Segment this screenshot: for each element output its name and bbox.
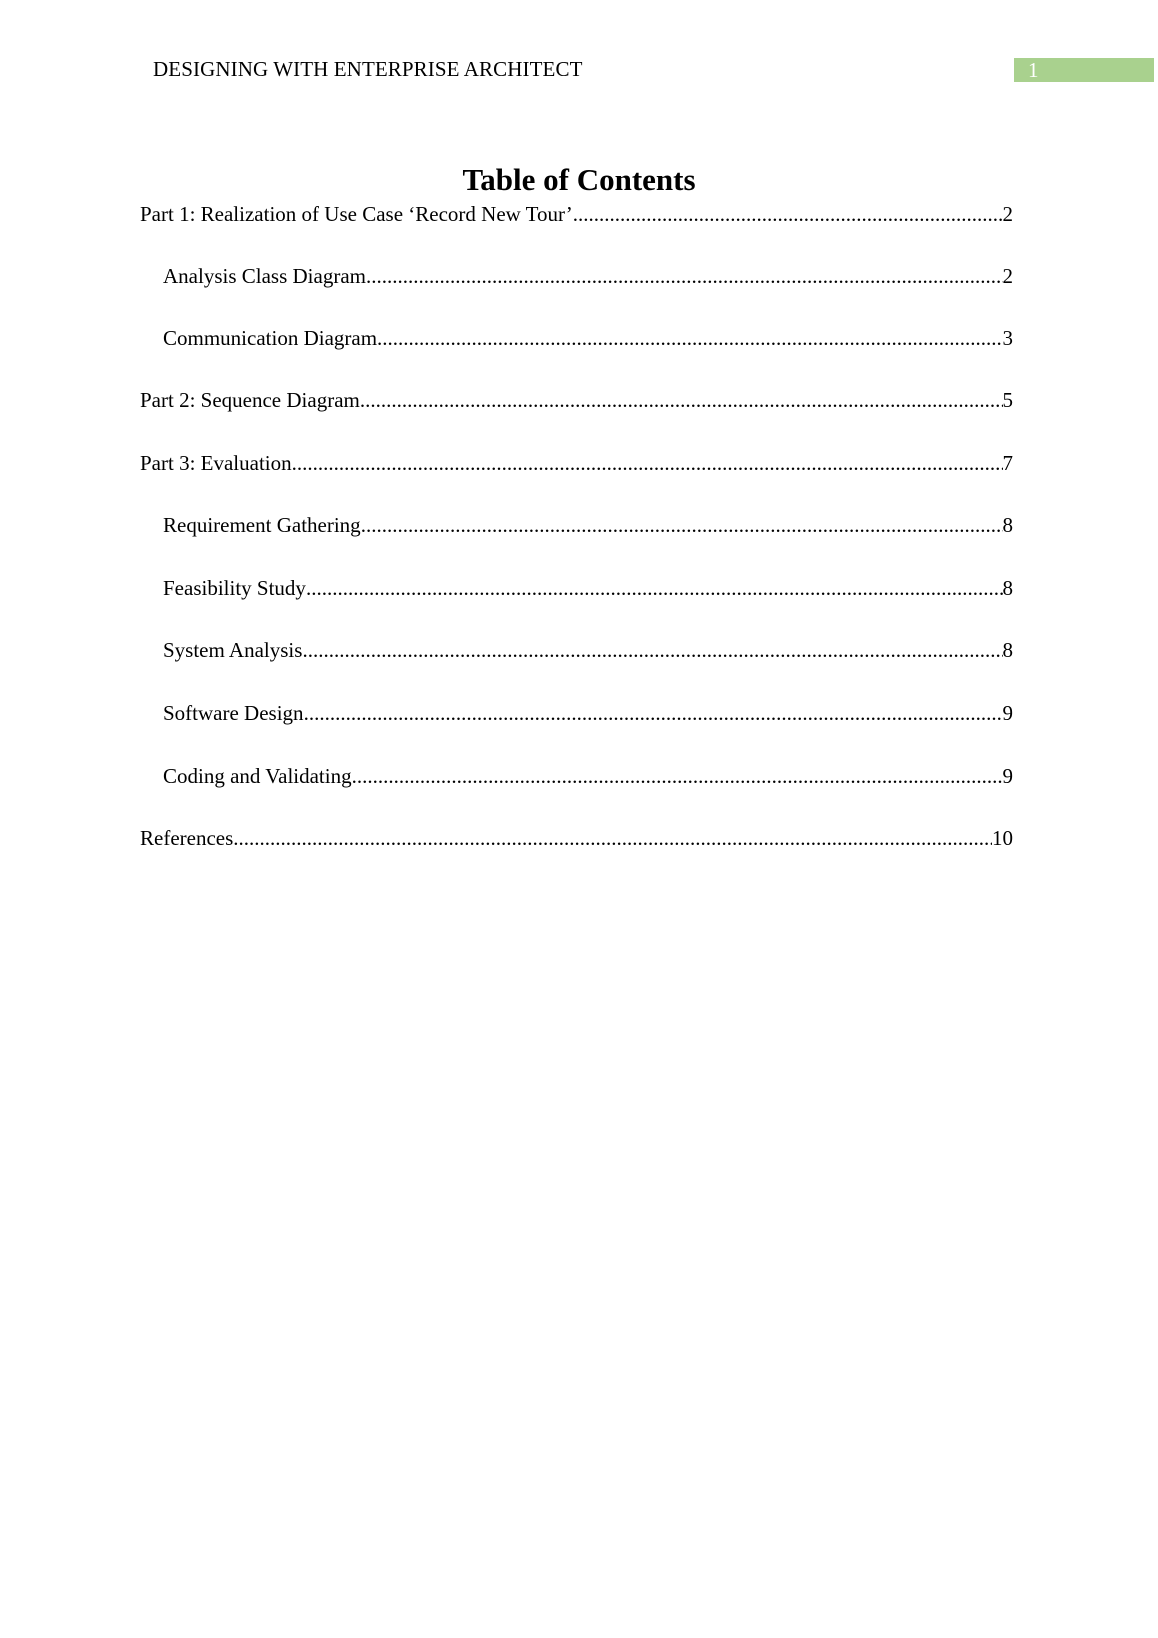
toc-entry-page: 8	[1002, 576, 1013, 600]
page-number-badge	[1014, 58, 1154, 82]
running-header-title: DESIGNING WITH ENTERPRISE ARCHITECT	[153, 57, 583, 81]
toc-dot-leader	[233, 824, 992, 852]
toc-entry-analysis-class-diagram[interactable]	[163, 262, 1013, 290]
toc-entry-feasibility-study[interactable]	[163, 574, 1013, 602]
toc-dot-leader	[352, 762, 1003, 790]
toc-entry-communication-diagram[interactable]	[163, 324, 1013, 352]
toc-entry-label: Communication Diagram	[163, 326, 378, 350]
toc-entry-label: Part 1: Realization of Use Case ‘Record New Tour’	[140, 202, 573, 226]
toc-entry-page: 8	[1002, 513, 1013, 537]
toc-dot-leader	[304, 699, 1003, 727]
toc-entry-page: 3	[1002, 326, 1013, 350]
toc-entry-coding-and-validating[interactable]	[163, 762, 1013, 790]
toc-entry-page: 9	[1002, 764, 1013, 788]
toc-entry-system-analysis[interactable]	[163, 636, 1013, 664]
toc-entry-page: 5	[1002, 388, 1013, 412]
toc-title: Table of Contents	[462, 162, 696, 197]
toc-entry-references[interactable]	[140, 824, 1013, 852]
toc-entry-page: 2	[1002, 202, 1013, 226]
toc-entry-label: Feasibility Study	[163, 576, 306, 600]
toc-entry-page: 7	[1002, 451, 1013, 475]
toc-dot-leader	[360, 386, 1003, 414]
toc-entry-part-2[interactable]	[140, 386, 1013, 414]
toc-dot-leader	[377, 324, 1002, 352]
toc-entry-part-1[interactable]	[140, 200, 1013, 228]
toc-entry-label: System Analysis	[163, 638, 303, 662]
toc-entry-label: Software Design	[163, 701, 304, 725]
toc-entry-page: 8	[1002, 638, 1013, 662]
toc-entry-part-3[interactable]	[140, 449, 1013, 477]
toc-entry-label: References	[140, 826, 234, 850]
toc-entry-label: Part 3: Evaluation	[140, 451, 292, 475]
toc-dot-leader	[361, 511, 1003, 539]
toc-entry-label: Coding and Validating	[163, 764, 352, 788]
toc-entry-software-design[interactable]	[163, 699, 1013, 727]
toc-dot-leader	[573, 200, 1003, 228]
toc-dot-leader	[366, 262, 1003, 290]
toc-entry-label: Analysis Class Diagram	[163, 264, 366, 288]
toc-entry-page: 10	[992, 826, 1013, 850]
toc-dot-leader	[302, 636, 1002, 664]
toc-dot-leader	[292, 449, 1003, 477]
toc-dot-leader	[306, 574, 1003, 602]
toc-entry-label: Requirement Gathering	[163, 513, 361, 537]
toc-entry-requirement-gathering[interactable]	[163, 511, 1013, 539]
toc-entry-page: 2	[1002, 264, 1013, 288]
toc-entry-label: Part 2: Sequence Diagram	[140, 388, 360, 412]
page-number: 1	[1028, 58, 1039, 82]
toc-entry-page: 9	[1002, 701, 1013, 725]
